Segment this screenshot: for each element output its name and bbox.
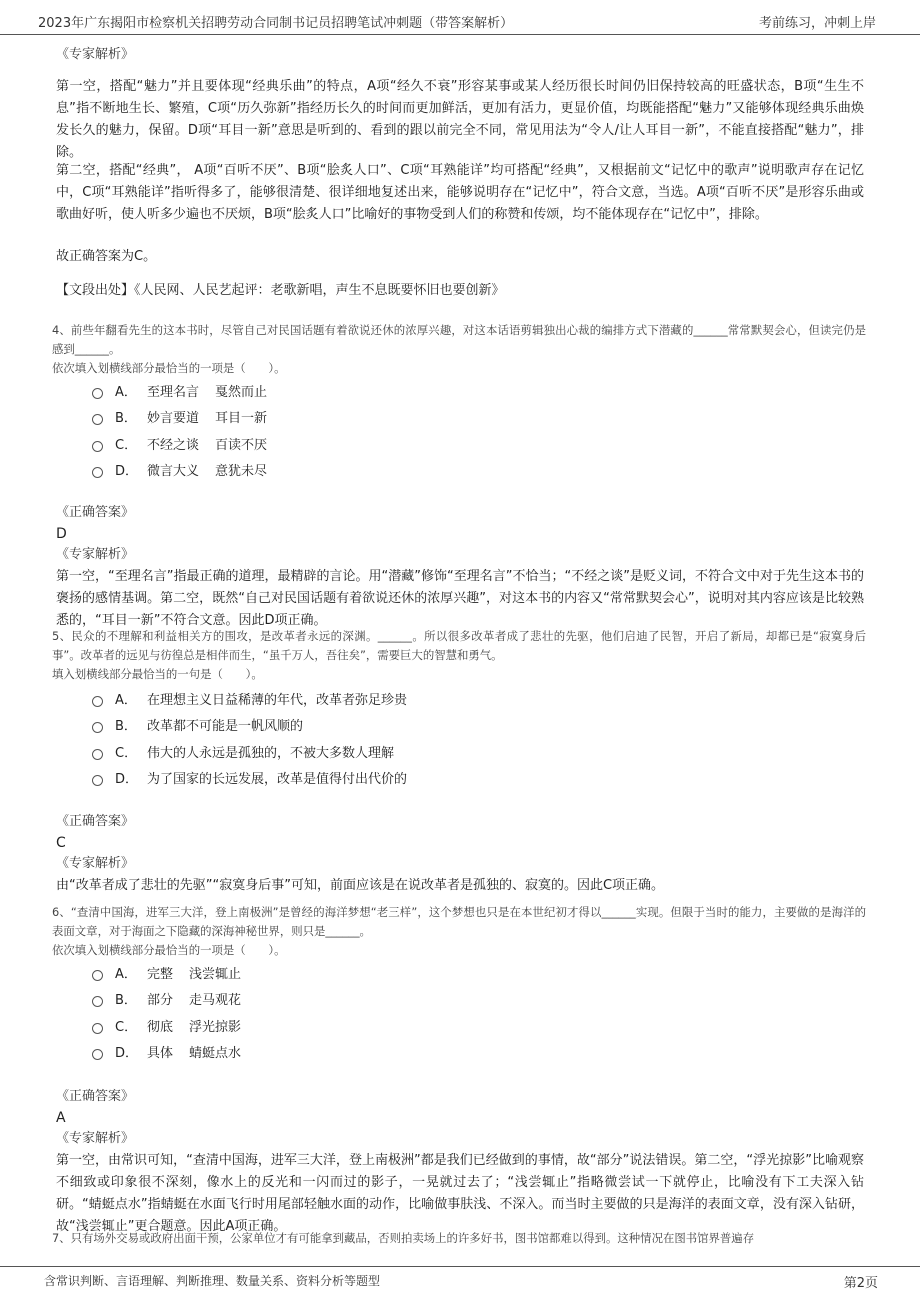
radio-button-icon[interactable] [92,1049,103,1060]
q4-stem-block [52,321,866,378]
q5-option-c[interactable] [92,738,592,765]
q6-answer-block [56,1086,864,1238]
q6-option-b[interactable] [92,986,492,1013]
q4-stem: 4、前些年翻看先生的这本书时，尽管自己对民国话题有着欲说还休的浓厚兴趣，对这本话语剪辑独出心裁的编排方式下潜藏的______常常默契会心，但读完仍是感到______。 [52,323,866,356]
correct-answer-label: 《正确答案》 [56,814,135,829]
q6-answer: A [56,1110,66,1126]
q6-option-a[interactable] [92,959,492,986]
q3-analysis-paragraph-1: 第一空，搭配“魅力”并且要体现“经典乐曲”的特点，A项“经久不衰”形容某事或某人经历很长时间仍旧保持较高的旺盛状态，B项“生生不息”指不断地生长、繁殖，C项“历久弥新”指经历长久的时间而更加鲜活，更加有活力，更显价值，均既能搭配“魅力”又能够体现经典乐曲焕发长久的魅力，保留。D项“耳目一新”意思是听到的、看到的跟以前完全不同，常见用法为“令人/让人耳目一新”，不能直接搭配“魅力”，排除。 [56,79,864,160]
q5-answer: C [56,835,66,851]
expert-analysis-label: 《专家解析》 [56,547,135,562]
document-title: 2023年广东揭阳市检察机关招聘劳动合同制书记员招聘笔试冲刺题（带答案解析） [38,16,514,31]
radio-button-icon[interactable] [92,775,103,786]
option-term-2: 意犹未尽 [215,464,268,480]
q5-analysis: 由“改革者成了悲壮的先驱”“寂寞身后事”可知，前面应该是在说改革者是孤独的、寂寞的。因此C项正确。 [56,878,665,893]
radio-button-icon[interactable] [92,1023,103,1034]
q6-prompt: 依次填入划横线部分最恰当的一项是（ ）。 [52,943,286,957]
q3-source-block [56,280,864,302]
q7-stem: 7、只有场外交易或政府出面干预，公家单位才有可能拿到藏品，否则拍卖场上的许多好书，图书馆都难以得到。这种情况在图书馆界普遍存 [52,1231,755,1245]
radio-button-icon[interactable] [92,970,103,981]
page-header [0,0,920,35]
q6-option-d[interactable] [92,1039,492,1066]
radio-button-icon[interactable] [92,467,103,478]
q5-stem: 5、民众的不理解和利益相关方的围攻，是改革者永远的深渊。______。所以很多改革者成了悲壮的先驱，他们启迪了民智，开启了新局，却都已是“寂寞身后事”。改革者的远见与彷徨总是相伴而生，“虽千万人，吾往矣”，需要巨大的智慧和勇气。 [52,629,866,662]
option-term-2: 浮光掠影 [189,1019,242,1035]
q4-prompt: 依次填入划横线部分最恰当的一项是（ ）。 [52,361,286,375]
expert-analysis-label: 《专家解析》 [56,856,135,871]
option-term-1: 微言大义 [147,464,200,480]
option-term-2: 戛然而止 [215,384,268,400]
option-term-2: 蜻蜓点水 [189,1046,242,1062]
q5-options [92,685,592,791]
option-letter: B． [115,411,137,427]
correct-answer-label: 《正确答案》 [56,505,135,520]
option-letter: A． [115,966,137,982]
option-letter: B． [115,993,137,1009]
page-number: 第2页 [843,1276,878,1291]
option-letter: D． [115,464,139,480]
option-letter: A． [115,692,137,708]
q4-answer: D [56,526,67,542]
option-text: 在理想主义日益稀薄的年代，改革者弥足珍贵 [147,692,408,708]
q4-option-c[interactable] [92,430,492,457]
expert-analysis-label: 《专家解析》 [56,47,135,62]
q3-source: 【文段出处】《人民网、人民艺起评：老歌新唱，声生不息既要怀旧也要创新》 [56,283,505,298]
q5-option-d[interactable] [92,765,592,792]
option-letter: A． [115,384,137,400]
radio-button-icon[interactable] [92,722,103,733]
option-letter: C． [115,745,138,761]
option-letter: C． [115,437,138,453]
radio-button-icon[interactable] [92,696,103,707]
q4-options [92,377,492,483]
footer-topics: 含常识判断、言语理解、判断推理、数量关系、资料分析等题型 [44,1274,381,1288]
option-letter: B． [115,719,137,735]
option-letter: C． [115,1019,138,1035]
q3-conclusion: 故正确答案为C。 [56,249,157,264]
option-text: 改革都不可能是一帆风顺的 [147,719,304,735]
q3-analysis-p2-block [56,160,864,226]
option-term-1: 完整 [147,966,174,982]
option-term-1: 彻底 [147,1019,174,1035]
option-term-1: 部分 [147,993,174,1009]
q5-option-a[interactable] [92,685,592,712]
q3-analysis-paragraph-2: 第二空，搭配“经典”， A项“百听不厌”、B项“脍炙人口”、C项“耳熟能详”均可搭配“经典”，又根据前文“记忆中的歌声”说明歌声存在记忆中，C项“耳熟能详”指听得多了，能够很清楚、很详细地复述出来，能够说明存在“记忆中”，符合文意，当选。A项“百听不厌”是形容乐曲或歌曲好听，使人听多少遍也不厌烦，B项“脍炙人口”比喻好的事物受到人们的称赞和传颂，均不能体现存在“记忆中”，排除。 [56,163,864,222]
option-term-1: 具体 [147,1046,174,1062]
radio-button-icon[interactable] [92,996,103,1007]
q6-stem: 6、“查清中国海，进军三大洋，登上南极洲”是曾经的海洋梦想“老三样”，这个梦想也只是在本世纪初才得以______实现。但限于当时的能力，主要做的是海洋的表面文章，对于海面之下隐藏的深海神秘世界，则只是______。 [52,905,866,938]
radio-button-icon[interactable] [92,749,103,760]
option-term-1: 不经之谈 [147,437,200,453]
q7-stem-block [52,1229,866,1249]
q4-analysis: 第一空，“至理名言”指最正确的道理，最精辟的言论。用“潜藏”修饰“至理名言”不恰当；“不经之谈”是贬义词，不符合文中对于先生这本书的褒扬的感情基调。第二空，既然“自己对民国话题有着欲说还休的浓厚兴趣”，对这本书的内容又“常常默契会心”，说明对其内容应该是比较熟悉的，“耳目一新”不符合文意。因此D项正确。 [56,569,864,628]
q3-expert-label-block [56,44,864,66]
option-term-2: 走马观花 [189,993,242,1009]
q6-analysis: 第一空，由常识可知，“查清中国海，进军三大洋，登上南极洲”都是我们已经做到的事情，故“部分”说法错误。第二空，“浮光掠影”比喻观察不细致或印象很不深刻，像水上的反光和一闪而过的影子，一晃就过去了；“浅尝辄止”指略微尝试一下就停止，比喻没有下工夫深入钻研。“蜻蜓点水”指蜻蜓在水面飞行时用尾部轻触水面的动作，比喻做事肤浅、不深入。而当时主要做的只是海洋的表面文章，没有深入钻研，故“浅尝辄止”更合题意。因此A项正确。 [56,1153,864,1234]
q6-stem-block [52,903,866,960]
page-footer [0,1266,920,1303]
q3-analysis-p1-block [56,76,864,164]
q6-options [92,959,492,1065]
radio-button-icon[interactable] [92,388,103,399]
q6-option-c[interactable] [92,1012,492,1039]
option-term-2: 耳目一新 [215,411,268,427]
option-term-1: 至理名言 [147,384,200,400]
option-term-2: 浅尝辄止 [189,966,242,982]
q5-answer-block [56,811,864,897]
q4-option-d[interactable] [92,457,492,484]
q5-option-b[interactable] [92,712,592,739]
option-letter: D． [115,1046,139,1062]
option-term-2: 百读不厌 [215,437,268,453]
header-slogan: 考前练习，冲刺上岸 [758,16,876,31]
expert-analysis-label: 《专家解析》 [56,1131,135,1146]
q5-prompt: 填入划横线部分最恰当的一句是（ ）。 [52,667,263,681]
option-term-1: 妙言要道 [147,411,200,427]
radio-button-icon[interactable] [92,414,103,425]
q4-option-b[interactable] [92,404,492,431]
correct-answer-label: 《正确答案》 [56,1089,135,1104]
option-letter: D． [115,772,139,788]
q4-answer-block [56,502,864,632]
q4-option-a[interactable] [92,377,492,404]
option-text: 伟大的人永远是孤独的，不被大多数人理解 [147,745,395,761]
q3-conclusion-block [56,246,864,268]
radio-button-icon[interactable] [92,441,103,452]
q5-stem-block [52,627,866,684]
option-text: 为了国家的长远发展，改革是值得付出代价的 [147,772,408,788]
